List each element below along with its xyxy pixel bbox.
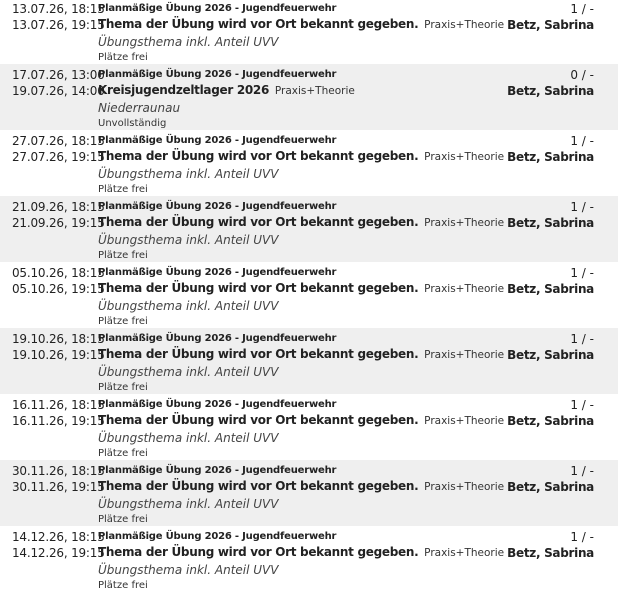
event-content — [98, 530, 518, 593]
event-subtitle: Übungsthema inkl. Anteil UVV — [98, 563, 279, 577]
event-content — [98, 332, 518, 395]
event-subtitle: Übungsthema inkl. Anteil UVV — [98, 431, 279, 445]
event-category: Planmäßige Übung 2026 - Jugendfeuerwehr — [98, 267, 337, 278]
event-dates — [12, 529, 105, 561]
event-meta — [507, 1, 594, 34]
event-leader: Betz, Sabrina — [507, 84, 594, 98]
event-content — [98, 398, 518, 461]
event-start: 19.10.26, 18:15 — [12, 332, 105, 346]
event-row[interactable] — [0, 196, 618, 262]
event-row[interactable] — [0, 526, 618, 592]
event-row[interactable] — [0, 0, 618, 64]
event-subtitle: Übungsthema inkl. Anteil UVV — [98, 233, 279, 247]
event-subtitle: Übungsthema inkl. Anteil UVV — [98, 35, 279, 49]
participant-count: 1 / - — [570, 266, 594, 280]
event-title[interactable]: Thema der Übung wird vor Ort bekannt gegeben. — [98, 281, 419, 295]
event-status: Plätze frei — [98, 250, 148, 261]
event-category: Planmäßige Übung 2026 - Jugendfeuerwehr — [98, 531, 337, 542]
event-meta — [507, 463, 594, 496]
event-leader: Betz, Sabrina — [507, 18, 594, 32]
event-type: Praxis+Theorie — [424, 151, 505, 163]
event-start: 21.09.26, 18:15 — [12, 200, 105, 214]
event-subtitle: Übungsthema inkl. Anteil UVV — [98, 167, 279, 181]
event-title[interactable]: Thema der Übung wird vor Ort bekannt gegeben. — [98, 149, 419, 163]
event-status: Plätze frei — [98, 52, 148, 63]
event-end: 05.10.26, 19:15 — [12, 282, 105, 296]
event-title[interactable]: Thema der Übung wird vor Ort bekannt gegeben. — [98, 347, 419, 361]
event-type: Praxis+Theorie — [424, 481, 505, 493]
event-title[interactable]: Thema der Übung wird vor Ort bekannt gegeben. — [98, 479, 419, 493]
event-row[interactable] — [0, 394, 618, 460]
event-end: 21.09.26, 19:15 — [12, 216, 105, 230]
event-category: Planmäßige Übung 2026 - Jugendfeuerwehr — [98, 333, 337, 344]
event-leader: Betz, Sabrina — [507, 150, 594, 164]
event-dates — [12, 1, 105, 33]
event-start: 16.11.26, 18:15 — [12, 398, 105, 412]
event-type: Praxis+Theorie — [424, 283, 505, 295]
participant-count: 1 / - — [570, 2, 594, 16]
event-meta — [507, 199, 594, 232]
event-type: Praxis+Theorie — [424, 547, 505, 559]
event-meta — [507, 67, 594, 100]
event-category: Planmäßige Übung 2026 - Jugendfeuerwehr — [98, 135, 337, 146]
event-type: Praxis+Theorie — [424, 217, 505, 229]
event-start: 17.07.26, 13:00 — [12, 68, 105, 82]
participant-count: 1 / - — [570, 134, 594, 148]
event-row[interactable] — [0, 262, 618, 328]
event-dates — [12, 133, 105, 165]
event-meta — [507, 529, 594, 562]
event-row[interactable] — [0, 130, 618, 196]
event-meta — [507, 133, 594, 166]
event-meta — [507, 265, 594, 298]
event-row[interactable] — [0, 328, 618, 394]
event-status: Plätze frei — [98, 382, 148, 393]
event-status: Unvollständig — [98, 118, 167, 129]
event-dates — [12, 199, 105, 231]
event-status: Plätze frei — [98, 448, 148, 459]
event-status: Plätze frei — [98, 514, 148, 525]
event-dates — [12, 265, 105, 297]
event-status: Plätze frei — [98, 184, 148, 195]
event-leader: Betz, Sabrina — [507, 348, 594, 362]
event-title[interactable]: Thema der Übung wird vor Ort bekannt gegeben. — [98, 545, 419, 559]
event-subtitle: Übungsthema inkl. Anteil UVV — [98, 365, 279, 379]
event-meta — [507, 397, 594, 430]
participant-count: 1 / - — [570, 332, 594, 346]
event-leader: Betz, Sabrina — [507, 414, 594, 428]
event-subtitle: Übungsthema inkl. Anteil UVV — [98, 497, 279, 511]
event-title[interactable]: Thema der Übung wird vor Ort bekannt gegeben. — [98, 215, 419, 229]
event-status: Plätze frei — [98, 316, 148, 327]
event-row[interactable] — [0, 460, 618, 526]
event-leader: Betz, Sabrina — [507, 282, 594, 296]
event-start: 30.11.26, 18:15 — [12, 464, 105, 478]
event-category: Planmäßige Übung 2026 - Jugendfeuerwehr — [98, 3, 337, 14]
event-row[interactable] — [0, 64, 618, 130]
event-meta — [507, 331, 594, 364]
event-end: 16.11.26, 19:15 — [12, 414, 105, 428]
event-end: 14.12.26, 19:15 — [12, 546, 105, 560]
event-leader: Betz, Sabrina — [507, 216, 594, 230]
event-end: 27.07.26, 19:15 — [12, 150, 105, 164]
event-content — [98, 464, 518, 527]
event-category: Planmäßige Übung 2026 - Jugendfeuerwehr — [98, 399, 337, 410]
event-end: 30.11.26, 19:15 — [12, 480, 105, 494]
event-content — [98, 200, 518, 263]
event-dates — [12, 397, 105, 429]
event-end: 19.07.26, 14:00 — [12, 84, 105, 98]
event-type: Praxis+Theorie — [424, 349, 505, 361]
event-content — [98, 134, 518, 197]
event-start: 13.07.26, 18:15 — [12, 2, 105, 16]
event-category: Planmäßige Übung 2026 - Jugendfeuerwehr — [98, 465, 337, 476]
event-type: Praxis+Theorie — [274, 85, 355, 97]
event-dates — [12, 67, 105, 99]
event-status: Plätze frei — [98, 580, 148, 591]
event-start: 05.10.26, 18:15 — [12, 266, 105, 280]
event-category: Planmäßige Übung 2026 - Jugendfeuerwehr — [98, 69, 337, 80]
event-start: 14.12.26, 18:15 — [12, 530, 105, 544]
event-type: Praxis+Theorie — [424, 415, 505, 427]
participant-count: 1 / - — [570, 530, 594, 544]
event-dates — [12, 331, 105, 363]
event-content — [98, 2, 518, 65]
event-start: 27.07.26, 18:15 — [12, 134, 105, 148]
event-subtitle: Übungsthema inkl. Anteil UVV — [98, 299, 279, 313]
event-title[interactable]: Thema der Übung wird vor Ort bekannt gegeben. — [98, 17, 419, 31]
event-title[interactable]: Kreisjugendzeltlager 2026 — [98, 83, 270, 97]
event-content — [98, 266, 518, 329]
event-leader: Betz, Sabrina — [507, 546, 594, 560]
participant-count: 1 / - — [570, 464, 594, 478]
event-category: Planmäßige Übung 2026 - Jugendfeuerwehr — [98, 201, 337, 212]
event-leader: Betz, Sabrina — [507, 480, 594, 494]
event-dates — [12, 463, 105, 495]
event-title[interactable]: Thema der Übung wird vor Ort bekannt gegeben. — [98, 413, 419, 427]
participant-count: 0 / - — [570, 68, 594, 82]
event-content — [98, 68, 518, 131]
event-end: 13.07.26, 19:15 — [12, 18, 105, 32]
event-end: 19.10.26, 19:15 — [12, 348, 105, 362]
event-type: Praxis+Theorie — [424, 19, 505, 31]
participant-count: 1 / - — [570, 398, 594, 412]
event-subtitle: Niederraunau — [98, 101, 181, 115]
participant-count: 1 / - — [570, 200, 594, 214]
